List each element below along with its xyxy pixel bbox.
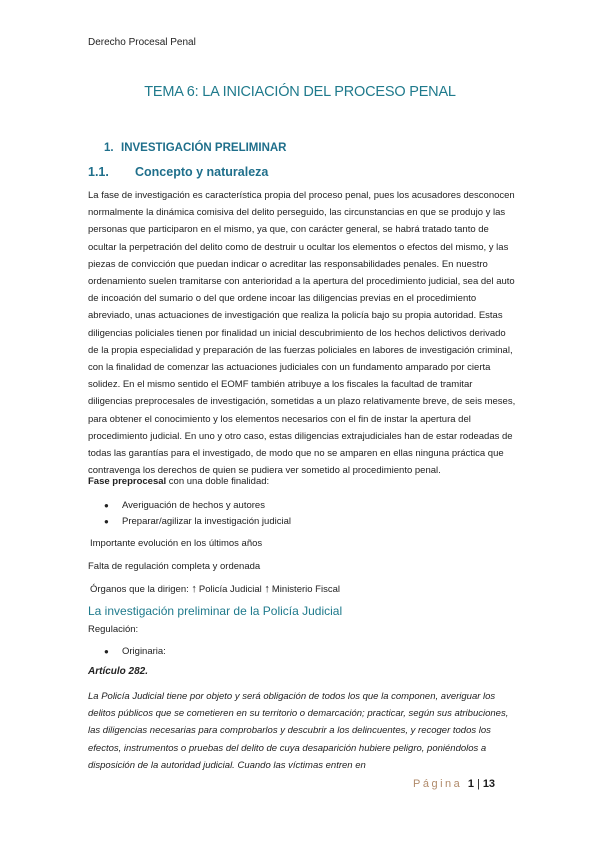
organos-label: Órganos que la dirigen:	[90, 584, 189, 595]
fase-rest: con una doble finalidad:	[166, 476, 270, 487]
bullet-item	[104, 500, 265, 511]
footer-page-total: 13	[482, 778, 496, 790]
organos-line	[90, 583, 340, 595]
section-label: INVESTIGACIÓN PRELIMINAR	[121, 142, 287, 154]
page-footer	[413, 778, 495, 790]
organo-fiscal: Ministerio Fiscal	[271, 584, 340, 595]
subsection-heading-1-1	[88, 165, 268, 179]
bullet-dot-icon: ●	[104, 501, 109, 510]
section-number: 1.	[104, 142, 114, 154]
bullet-dot-icon: ●	[104, 517, 109, 526]
bullet-text: Originaria:	[122, 646, 166, 657]
fase-preprocesal-line	[88, 476, 269, 487]
bullet-item	[104, 516, 291, 527]
section-heading-1	[104, 142, 286, 154]
regulation-line: Falta de regulación completa y ordenada	[88, 561, 261, 572]
intro-paragraph: La fase de investigación es característica propia del proceso penal, pues los acusadores desconocen normalmente la dinámica comisiva del delito perseguido, las circunstancias en que se produjo y las personas que participaron en el mismo, ya que, con carácter general, se habrá tratado tanto de ocultar la perpetración del delito como de destruir u ocultar los elementos o efectos del mismo, y las piezas de convicción que puedan indicar o acreditar las responsabilidades penales. En nuestro ordenamiento suelen tramitarse con anterioridad a la apertura del procedimiento judicial, sea del auto de incoación del sumario o del que ordene incoar las diligencias previas en el procedimiento abreviado, unas actuaciones de investigación que realiza la policía bajo su propia autoridad. Estas diligencias policiales tienen por finalidad un inicial descubrimiento de los hechos delictivos derivado de la propia especialidad y preparación de las fuerzas policiales en labores de investigación criminal, con la finalidad de comenzar las actuaciones judiciales con un fundamento amparado por cierta solidez. En el mismo sentido el EOMF también atribuye a los fiscales la facultad de tramitar diligencias preprocesales de investigación, sometidas a un plazo relativamente breve, de seis meses, para obtener el conocimiento y los elementos necesarios con el fin de instar la apertura del procedimiento judicial. En uno y otro caso, estas diligencias extrajudiciales han de estar rodeadas de todas las garantías para el investigado, de modo que no se amparen en ellas ninguna práctica que contravenga los derechos de quien se pudiera ver sometido al procedimiento penal.	[88, 190, 516, 477]
document-title: TEMA 6: LA INICIACIÓN DEL PROCESO PENAL	[144, 84, 456, 100]
regulacion-label: Regulación:	[88, 624, 139, 635]
page-header: Derecho Procesal Penal	[88, 37, 196, 48]
evolution-line: Importante evolución en los últimos años	[90, 538, 263, 549]
footer-label: Página	[413, 778, 463, 790]
article-heading: Artículo 282.	[88, 666, 149, 677]
fase-bold: Fase preprocesal	[88, 476, 167, 487]
bullet-item	[104, 646, 166, 657]
article-text: La Policía Judicial tiene por objeto y será obligación de todos los que la componen, averiguar los delitos públicos que se cometieren en su territorio o demarcación; practicar, según sus atribuciones, las diligencias necesarias para comprobarlos y descubrir a los delincuentes, y recoger todos los efectos, instrumentos o pruebas del delito de cuya desaparición hubiere peligro, poniéndolos a disposición de la autoridad judicial. Cuando las víctimas entren en	[88, 691, 509, 771]
bullet-text: Preparar/agilizar la investigación judicial	[122, 516, 291, 527]
footer-separator: |	[476, 778, 480, 790]
bullet-text: Averiguación de hechos y autores	[122, 500, 265, 511]
footer-page-number: 1	[467, 778, 474, 790]
subsection-number: 1.1.	[88, 165, 109, 179]
subsection-label: Concepto y naturaleza	[135, 165, 269, 179]
up-arrow-icon: ↑	[191, 583, 197, 595]
subheading-policia-judicial: La investigación preliminar de la Policía Judicial	[88, 604, 343, 618]
organo-policia: Policía Judicial	[198, 584, 262, 595]
up-arrow-icon: ↑	[264, 583, 270, 595]
bullet-dot-icon: ●	[104, 647, 109, 656]
